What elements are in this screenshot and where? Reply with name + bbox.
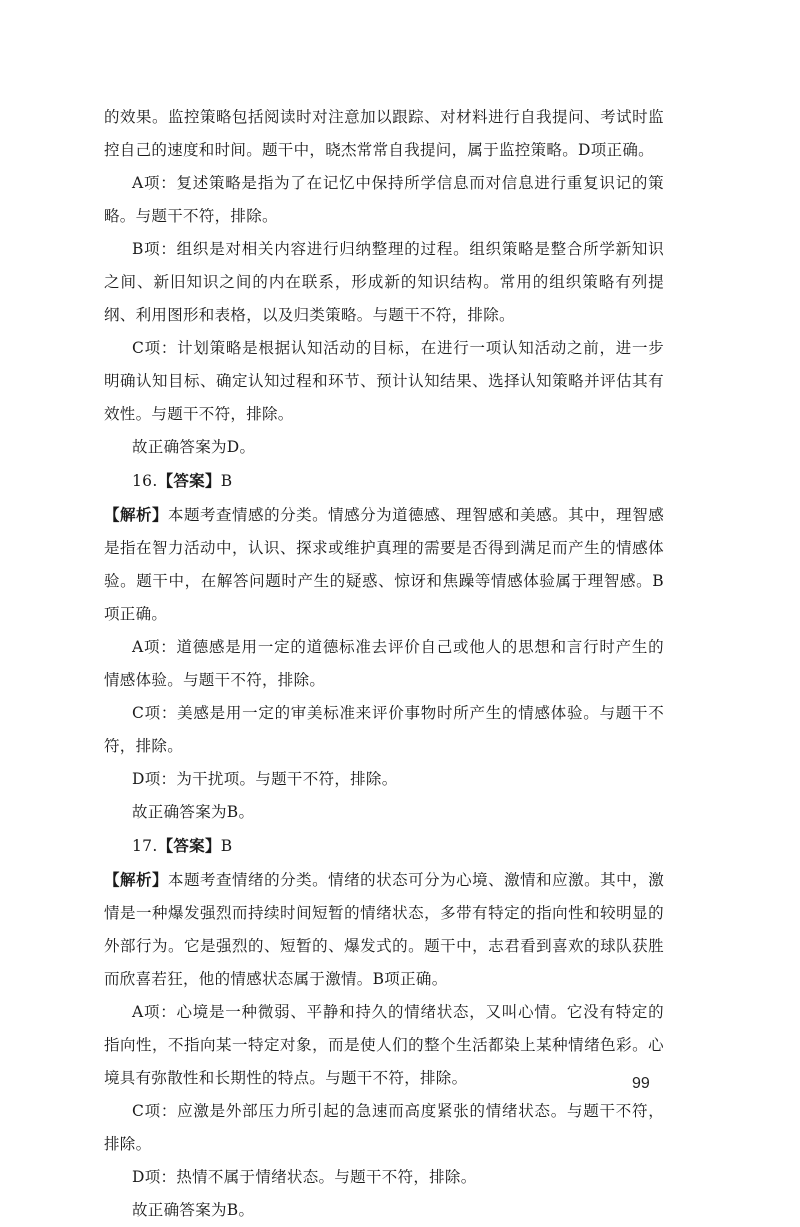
paragraph-17-option-d: D项：热情不属于情绪状态。与题干不符，排除。 [132,1168,477,1186]
paragraph-option-a: A项：复述策略是指为了在记忆中保持所学信息而对信息进行重复识记的策略。与题干不符，排除。 [104,174,664,225]
analysis-label-16: 【解析】 [104,505,169,524]
paragraph-16-option-d: D项：为干扰项。与题干不符，排除。 [132,770,398,788]
answer-heading-16 [104,464,664,498]
paragraph-conclusion-17: 故正确答案为B。 [132,1201,255,1219]
analysis-paragraph-17 [104,863,664,996]
paragraph-16-option-c: C项：美感是用一定的审美标准来评价事物时所产生的情感体验。与题干不符，排除。 [104,704,664,755]
paragraph-monitoring-strategy: 的效果。监控策略包括阅读时对注意加以跟踪、对材料进行自我提问、考试时监控自己的速度和时间。题干中，晓杰常常自我提问，属于监控策略。D项正确。 [104,108,664,159]
paragraph-conclusion-15: 故正确答案为D。 [132,438,256,456]
question-number-17: 17. [132,837,158,855]
answer-label-16: 【答案】 [157,471,221,490]
page-number: 99 [632,1075,650,1092]
page-body [104,101,664,1227]
paragraph-option-b: B项：组织是对相关内容进行归纳整理的过程。组织策略是整合所学新知识之间、新旧知识之间的内在联系，形成新的知识结构。常用的组织策略有列提纲、利用图形和表格，以及归类策略。与题干不符，排除。 [104,240,664,324]
answer-value-17: B [220,837,233,855]
paragraph-17-option-a: A项：心境是一种微弱、平静和持久的情绪状态，又叫心情。它没有特定的指向性，不指向某一特定对象，而是使人们的整个生活都染上某种情绪色彩。心境具有弥散性和长期性的特点。与题干不符，排除。 [104,1003,664,1087]
answer-value-16: B [220,472,233,490]
analysis-paragraph-16 [104,498,664,631]
answer-label-17: 【答案】 [157,836,221,855]
answer-heading-17 [104,829,664,863]
paragraph-16-option-a: A项：道德感是用一定的道德标准去评价自己或他人的思想和言行时产生的情感体验。与题干不符，排除。 [104,638,664,689]
paragraph-17-option-c: C项：应激是外部压力所引起的急速而高度紧张的情绪状态。与题干不符，排除。 [104,1102,664,1153]
paragraph-option-c: C项：计划策略是根据认知活动的目标，在进行一项认知活动之前，进一步明确认知目标、确定认知过程和环节、预计认知结果、选择认知策略并评估其有效性。与题干不符，排除。 [104,339,664,423]
question-number-16: 16. [132,472,158,490]
analysis-text-17: 本题考查情绪的分类。情绪的状态可分为心境、激情和应激。其中，激情是一种爆发强烈而持续时间短暂的情绪状态，多带有特定的指向性和较明显的外部行为。它是强烈的、短暂的、爆发式的。题干中，志君看到喜欢的球队获胜而欣喜若狂，他的情感状态属于激情。B项正确。 [104,871,664,988]
paragraph-conclusion-16: 故正确答案为B。 [132,803,255,821]
analysis-label-17: 【解析】 [104,870,169,889]
analysis-text-16: 本题考查情感的分类。情感分为道德感、理智感和美感。其中，理智感是指在智力活动中，认识、探求或维护真理的需要是否得到满足而产生的情感体验。题干中，在解答问题时产生的疑惑、惊讶和焦躁等情感体验属于理智感。B项正确。 [104,506,664,623]
